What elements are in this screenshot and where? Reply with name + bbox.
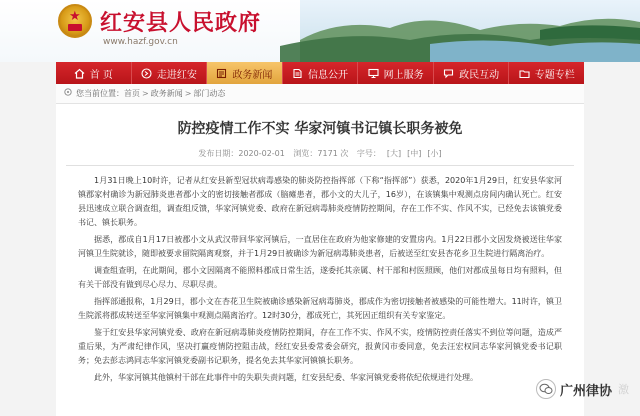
nav-item-interaction[interactable] — [434, 62, 510, 84]
title-divider — [66, 165, 574, 166]
nav-item-services[interactable] — [358, 62, 434, 84]
article-meta — [56, 148, 584, 159]
font-size-large-button[interactable]: [大] — [386, 149, 402, 158]
nav-label: 政民互动 — [459, 69, 500, 81]
font-size-medium-button[interactable]: [中] — [407, 149, 422, 158]
news-icon — [216, 68, 227, 79]
nav-item-info[interactable] — [283, 62, 359, 84]
site-title: 红安县人民政府 — [100, 10, 262, 36]
nav-label: 信息公开 — [308, 69, 349, 81]
nav-item-about[interactable] — [132, 62, 208, 84]
article-title: 防控疫情工作不实 华家河镇书记镇长职务被免 — [177, 121, 463, 137]
breadcrumb-prefix: 您当前位置： — [76, 89, 124, 98]
breadcrumb-separator: > — [142, 89, 149, 98]
monitor-icon — [368, 68, 379, 79]
folder-icon — [519, 68, 530, 79]
view-count: 浏览：7171 次 — [293, 149, 349, 158]
chat-icon — [443, 68, 454, 79]
breadcrumb-news[interactable]: 政务新闻 — [150, 89, 183, 98]
breadcrumb-dept-news[interactable]: 部门动态 — [193, 89, 226, 98]
breadcrumb-home[interactable]: 首页 — [124, 89, 140, 98]
banner-landscape-image — [280, 0, 640, 62]
breadcrumb — [56, 84, 584, 104]
home-icon — [74, 68, 85, 79]
nav-item-news[interactable] — [207, 62, 283, 84]
nav-label: 首 页 — [89, 69, 113, 81]
nav-item-home[interactable] — [56, 62, 132, 84]
watermark-faint-text: 激 — [618, 383, 630, 396]
font-size-small-button[interactable]: [小] — [427, 149, 442, 158]
article-paragraph: 据悉，郡成自1月17日被郡小文从武汉带回华家河镇后，一直居住在政府为他家修建的安置房内。1月22日郡小文因发烧被送往华家河镇卫生院就诊，随即被要求留院隔离观察，并于1月29日被确诊为新冠病毒肺炎患者，后被送至红安县杏花乡卫生院进行隔离治疗。 — [78, 235, 562, 258]
national-emblem-logo: ★ — [58, 4, 92, 38]
site-url: www.hazf.gov.cn — [103, 37, 178, 47]
font-size-label: 字号： — [356, 149, 381, 158]
article-paragraph: 此外，华家河镇其他镇村干部在此事件中的失职失责问题，红安县纪委、华家河镇党委将依纪依规进行处理。 — [94, 373, 478, 382]
nav-label: 专题专栏 — [534, 69, 575, 81]
wechat-icon — [536, 379, 556, 399]
nav-label: 政务新闻 — [232, 69, 273, 81]
article-paragraph: 1月31日晚上10时许，记者从红安县新型冠状病毒感染的肺炎防控指挥部（下称“指挥部”）获悉，2020年1月29日，红安县华家河镇郡家村确诊为新冠肺炎患者郡小文的密切接触者郡成（脑瘫患者，郡小文的大儿子，16岁），在该镇集中观测点房间内确认死亡。红安县迅速成立联合调查组，调查组反馈，华家河镇党委、政府在新冠病毒肺炎疫情防控期间，存在工作不实、作风不实，已经免去该镇党委书记、镇长职务。 — [78, 176, 562, 227]
nav-item-topics[interactable] — [509, 62, 584, 84]
article-paragraph: 鉴于红安县华家河镇党委、政府在新冠病毒肺炎疫情防控期间，存在工作不实、作风不实，疫情防控责任落实不到位等问题，造成严重后果，为严肃纪律作风，坚决打赢疫情防控阻击战，经红安县委常委会研究，报黄冈市委同意，免去汪宏权同志华家河镇党委书记职务；免去彭志鸿同志华家河镇党委副书记职务，提名免去其华家河镇镇长职务。 — [78, 328, 562, 365]
nav-label: 走进红安 — [156, 69, 197, 81]
article-body — [78, 174, 562, 388]
site-banner — [0, 0, 640, 62]
nav-label: 网上服务 — [383, 69, 424, 81]
article-container — [56, 104, 584, 416]
article-paragraph: 调查组查明，在此期间，郡小文因隔离不能照料郡成日常生活，遂委托其亲属、村干部和村医照顾，他们对郡成虽每日均有照料，但有关干部没有做到尽心尽力、尽职尽责。 — [78, 266, 562, 289]
watermark-text: 广州律协 — [560, 383, 613, 399]
watermark — [536, 374, 640, 404]
location-pin-icon — [64, 88, 72, 99]
breadcrumb-separator: > — [184, 89, 192, 98]
arrow-circle-icon — [141, 68, 152, 79]
document-icon — [292, 68, 303, 79]
publish-date: 发布日期：2020-02-01 — [198, 149, 285, 158]
main-nav — [56, 62, 584, 84]
article-paragraph: 指挥部通报称，1月29日，郡小文在杏花卫生院被确诊感染新冠病毒肺炎，郡成作为密切接触者被感染的可能性增大。11时许，镇卫生院派将郡成转送至华家河镇集中观测点隔离治疗。12时30分，郡成死亡，其死因正组织有关专家鉴定。 — [78, 297, 562, 320]
